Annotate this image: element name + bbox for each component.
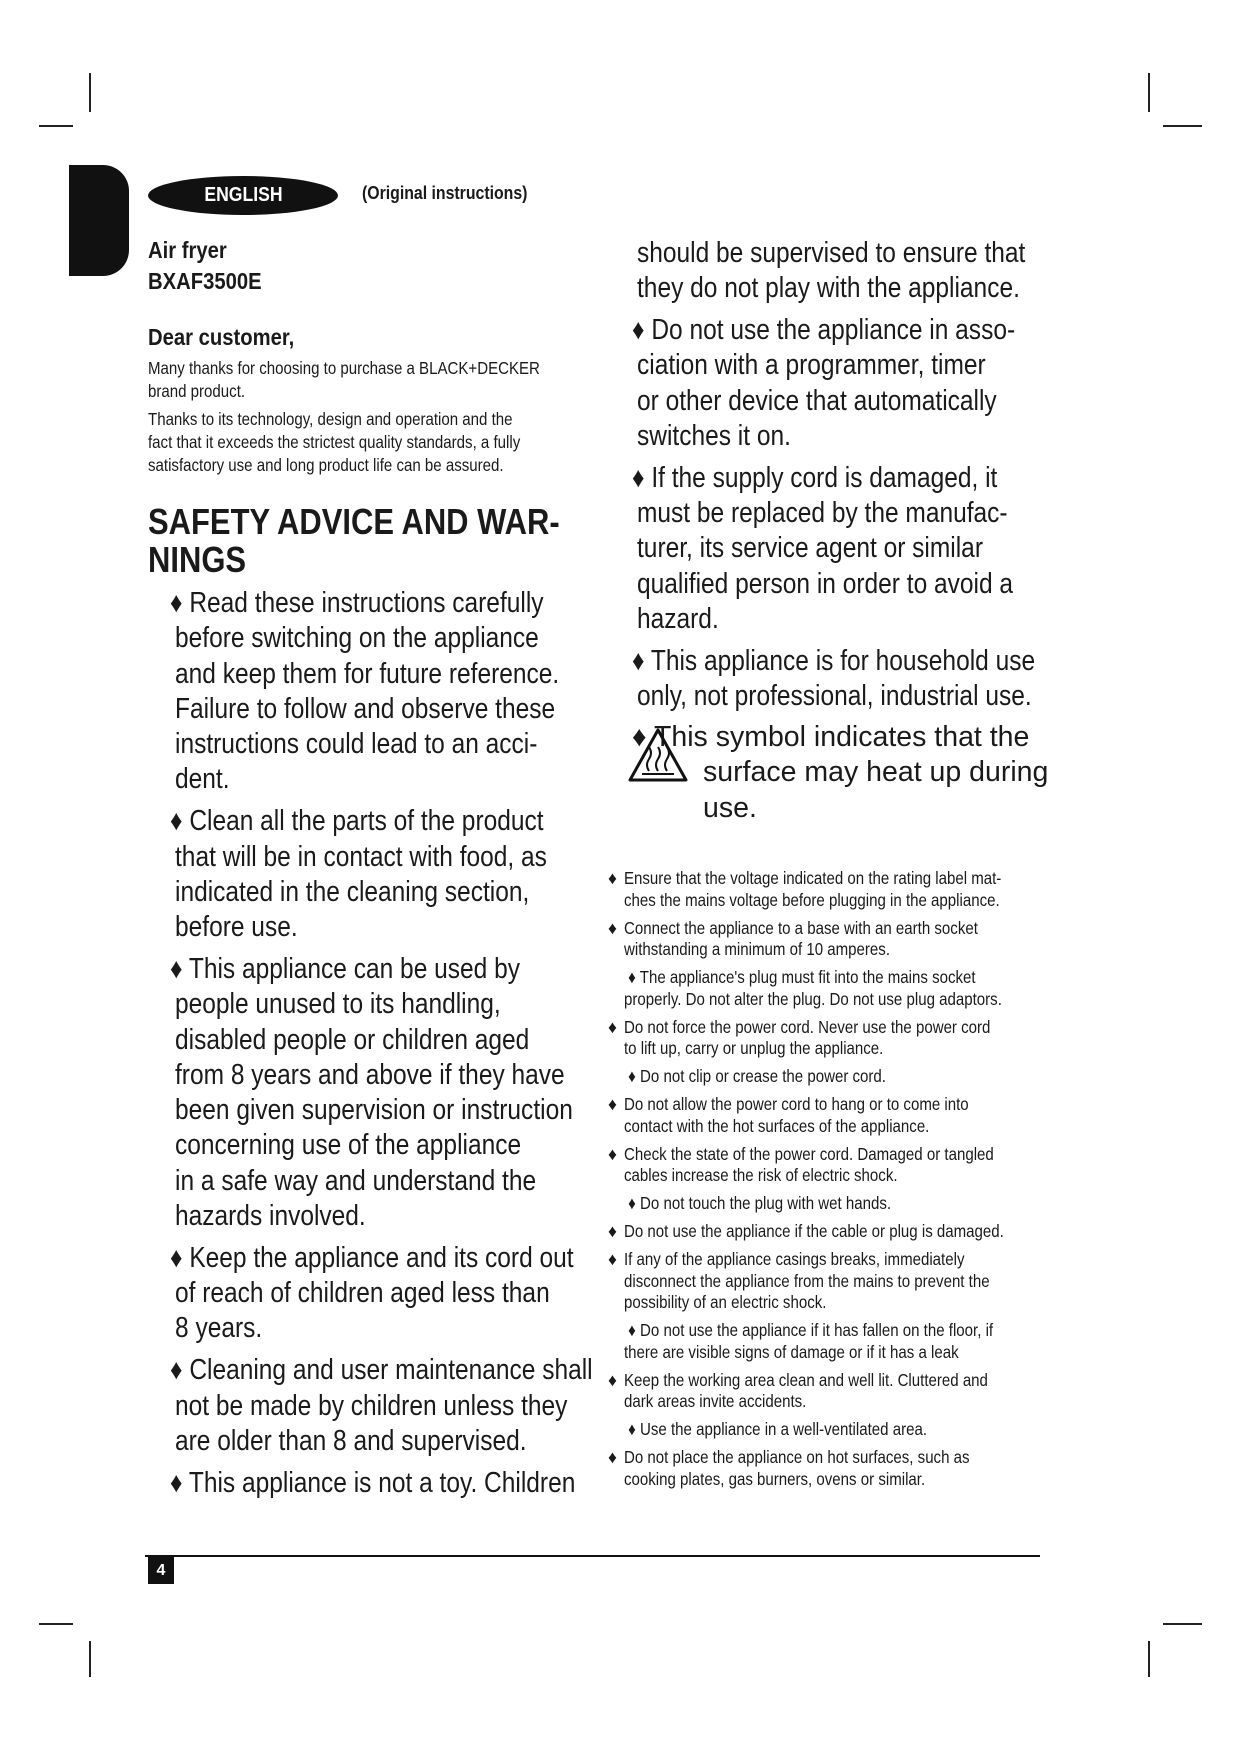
text-line [170,1311,661,1346]
line-text: ♦ This appliance is not a toy. Children [170,1466,576,1499]
text-line [632,602,1101,637]
text-line [624,989,1066,1011]
text-line [170,1353,661,1388]
list-item [608,1369,1066,1413]
line-text: ♦ Use the appliance in a well-ventilated area. [624,1419,928,1439]
list-subitem [624,1066,1066,1088]
text-line [632,348,1101,383]
text-line [608,1094,1066,1116]
text-line [632,313,1101,348]
bullet-icon: ♦ [608,1447,617,1467]
line-text: brand product. [148,381,246,401]
text-line [170,910,661,945]
text-line [624,1038,1066,1060]
line-text: before switching on the appliance [175,622,539,655]
heading-text: NINGS [148,539,247,580]
list-item [608,1447,1066,1490]
text-line [624,1292,1066,1314]
language-badge [148,176,338,215]
text-line [632,384,1101,419]
line-text: ♦ Read these instructions carefully [170,587,544,619]
list-item-continuation [632,236,1101,307]
text-line [632,679,1101,714]
line-text: Connect the appliance to a base with an earth socket [624,917,978,938]
crop-mark [39,125,73,127]
line-text: or other device that automatically [637,384,997,417]
bullet-icon: ♦ [608,1143,617,1164]
line-text: use. [703,791,757,824]
hot-surface-warning-icon [627,727,689,783]
list-item [632,644,1101,715]
text-line [632,720,1048,755]
line-text: switches it on. [637,419,791,452]
greeting [148,324,314,351]
text-line [632,531,1101,566]
list-subitem [624,967,1066,1010]
crop-mark [89,1641,91,1677]
text-line [624,1193,1066,1215]
line-text: that will be in contact with food, as [175,840,547,873]
text-line [632,271,1101,306]
heading-text: SAFETY ADVICE AND WAR- [148,501,560,542]
line-text: ♦ Do not touch the plug with wet hands. [624,1193,892,1213]
text-line [624,1391,1066,1413]
list-item [608,1094,1066,1137]
text-line [624,967,1066,989]
line-text: ches the mains voltage before plugging in the appliance. [624,889,1000,910]
list-item [170,1466,661,1501]
line-text: contact with the hot surfaces of the appliance. [624,1115,930,1136]
bullet-icon: ♦ [608,1016,617,1037]
intro-text [148,357,604,482]
text-line [148,357,604,380]
text-line [170,1389,661,1424]
text-line [608,868,1066,890]
text-line [632,567,1101,602]
text-line [624,1342,1066,1364]
list-item [608,1221,1066,1243]
line-text: cooking plates, gas burners, ovens or similar. [624,1468,926,1489]
line-text: Do not place the appliance on hot surfaces, such as [624,1447,970,1467]
text-line [632,755,1048,790]
text-line [170,586,661,621]
line-text: there are visible signs of damage or if it has a leak [624,1341,959,1362]
line-text: Do not allow the power cord to hang or to come into [624,1094,969,1114]
text-line [148,380,604,403]
language-label: ENGLISH [203,184,283,206]
text-line [170,952,661,987]
line-text: Keep the working area clean and well lit. Cluttered and [624,1369,988,1390]
text-line [170,987,661,1022]
list-item [608,1016,1066,1060]
line-text: ♦ This appliance is for household use [632,644,1036,677]
text-line [632,791,1048,826]
line-text: If any of the appliance casings breaks, immediately [624,1249,965,1269]
line-text: ♦ Do not use the appliance if it has fallen on the floor, if [624,1320,994,1340]
line-text: from 8 years and above if they have [175,1058,565,1091]
crop-mark [1148,73,1150,112]
crop-mark [1148,1641,1150,1677]
text-line [624,890,1066,912]
line-text: ♦ Clean all the parts of the product [170,805,544,838]
line-text: ♦ This appliance can be used by [170,952,520,985]
text-line [170,1424,661,1459]
text-line [170,1128,661,1163]
line-text: ♦ Keep the appliance and its cord out [170,1241,574,1274]
text-line [608,917,1066,940]
line-text: are older than 8 and supervised. [175,1424,527,1457]
intro-paragraph [148,408,604,477]
list-item [608,868,1066,911]
line-text: ♦ The appliance's plug must fit into the mains socket [624,967,976,987]
product-model: BXAF3500E [148,268,262,294]
line-text: of reach of children aged less than [175,1277,550,1310]
crop-mark [1163,1623,1202,1625]
list-item [170,1353,661,1459]
list-item [170,952,661,1234]
text-line [608,1447,1066,1469]
line-text: hazards involved. [175,1200,366,1233]
line-text: people unused to its handling, [175,988,501,1021]
text-line [624,1116,1066,1138]
text-line [170,1199,661,1234]
text-line [170,804,661,839]
bullet-icon: ♦ [608,1249,617,1269]
hot-surface-symbol-item [632,720,1048,826]
text-line [170,657,661,692]
note-text: (Original instructions) [362,183,528,203]
safety-list-right [632,236,1101,721]
bullet-icon: ♦ [608,1369,617,1390]
text-line [608,1016,1066,1039]
line-text: before use. [175,911,298,944]
text-line [170,727,661,762]
list-item [608,1143,1066,1187]
text-line [624,1320,1066,1342]
line-text: ♦ Cleaning and user maintenance shall [170,1354,593,1387]
text-line [632,496,1101,531]
bullet-icon: ♦ [608,1094,617,1114]
line-text: only, not professional, industrial use. [637,680,1032,713]
line-text: Thanks to its technology, design and operation and the [148,409,513,429]
heading-line [148,503,627,541]
line-text: qualified person in order to avoid a [637,567,1014,600]
list-item [170,586,661,798]
text-line [624,1469,1066,1491]
line-text: should be supervised to ensure that [637,237,1026,269]
text-line [632,644,1101,679]
list-item [608,917,1066,961]
line-text: turer, its service agent or similar [637,532,983,565]
line-text: satisfactory use and long product life can be assured. [148,455,504,475]
line-text: they do not play with the appliance. [637,272,1020,305]
line-text: Do not use the appliance if the cable or plug is damaged. [624,1221,1004,1241]
greeting-text: Dear customer, [148,324,295,350]
line-text: fact that it exceeds the strictest quality standards, a fully [148,432,521,452]
list-item [632,313,1101,454]
line-text: indicated in the cleaning section, [175,875,530,908]
line-text: ♦ Do not use the appliance in asso- [632,314,1016,347]
line-text: ♦ Do not clip or crease the power cord. [624,1066,886,1086]
heading-line [148,541,627,579]
line-text: in a safe way and understand the [175,1164,537,1197]
text-line [148,454,604,477]
text-line [624,1165,1066,1187]
bullet-icon: ♦ [608,1221,617,1241]
text-line [170,762,661,797]
line-text: cables increase the risk of electric shock. [624,1165,898,1185]
list-subitem [624,1193,1066,1215]
text-line [148,408,604,431]
bullet-icon: ♦ [608,917,617,938]
text-line [632,419,1101,454]
line-text: ♦ This symbol indicates that the [632,721,1030,753]
text-line [170,692,661,727]
page-number-text: 4 [156,1561,166,1579]
line-text: dent. [175,763,230,796]
line-text: Many thanks for choosing to purchase a BLACK+DECKER [148,358,540,378]
original-instructions-note [362,183,550,204]
line-text: ♦ If the supply cord is damaged, it [632,461,998,494]
line-text: disconnect the appliance from the mains to prevent the [624,1270,990,1291]
text-line [608,1369,1066,1392]
text-line [170,1023,661,1058]
list-subitem [624,1419,1066,1441]
line-text: Ensure that the voltage indicated on the rating label mat- [624,868,1002,888]
intro-paragraph [148,357,604,403]
text-line [148,431,604,454]
list-item [608,1249,1066,1314]
line-text: Check the state of the power cord. Damaged or tangled [624,1143,994,1164]
line-text: Failure to follow and observe these [175,692,556,725]
product-name: Air fryer [148,237,227,263]
text-line [170,1164,661,1199]
bullet-icon: ♦ [608,868,617,888]
list-item [170,804,661,945]
line-text: possibility of an electric shock. [624,1292,827,1312]
line-text: concerning use of the appliance [175,1129,522,1162]
line-text: dark areas invite accidents. [624,1391,807,1411]
text-line [170,1093,661,1128]
text-line [608,1143,1066,1166]
line-text: and keep them for future reference. [175,657,560,690]
section-tab-marker [69,165,129,276]
product-title [148,235,277,297]
text-line [170,621,661,656]
text-line [170,875,661,910]
safety-list-left [170,586,661,1507]
line-text: 8 years. [175,1312,263,1345]
list-item [632,461,1101,637]
line-text: ciation with a programmer, timer [637,349,986,382]
line-text: must be replaced by the manufac- [637,497,1008,530]
text-line [632,236,1101,271]
list-subitem [624,1320,1066,1363]
page-number [148,1557,174,1584]
line-text: surface may heat up during [703,756,1049,789]
line-text: disabled people or children aged [175,1023,530,1056]
line-text: Do not force the power cord. Never use the power cord [624,1016,991,1037]
crop-mark [1163,125,1202,127]
text-line [608,1249,1066,1271]
text-line [170,1276,661,1311]
line-text: instructions could lead to an acci- [175,728,538,761]
text-line [170,1466,661,1501]
line-text: hazard. [637,602,719,635]
line-text: been given supervision or instruction [175,1094,573,1127]
line-text: to lift up, carry or unplug the appliance. [624,1038,884,1058]
list-item [170,1241,661,1347]
text-line [608,1221,1066,1243]
text-line [170,840,661,875]
safety-list-small [608,868,1066,1497]
line-text: properly. Do not alter the plug. Do not use plug adaptors. [624,988,1002,1009]
text-line [624,1271,1066,1293]
line-text: not be made by children unless they [175,1389,568,1422]
crop-mark [89,73,91,112]
line-text: withstanding a minimum of 10 amperes. [624,939,891,959]
crop-mark [39,1623,73,1625]
text-line [624,1066,1066,1088]
text-line [624,939,1066,961]
text-line [170,1058,661,1093]
footer-rule [145,1555,1040,1557]
section-heading [148,503,627,579]
text-line [624,1419,1066,1441]
text-line [632,461,1101,496]
text-line [170,1241,661,1276]
